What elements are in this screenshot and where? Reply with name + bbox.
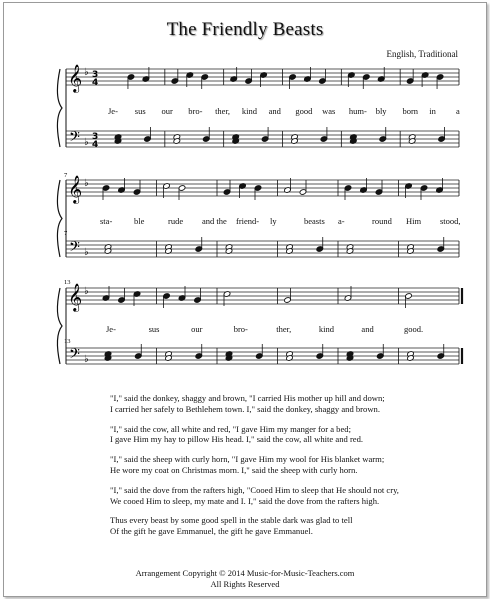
lyric-syllable: beasts: [304, 216, 325, 226]
verse: [110, 515, 399, 537]
time-signature-top: 3: [92, 70, 99, 80]
verse: [110, 393, 399, 415]
treble-clef: 𝄞: [68, 64, 83, 92]
lyric-syllable: kind: [318, 324, 334, 334]
verse: [110, 485, 399, 507]
verse-line: "I," said the cow, all white and red, "I gave Him my manger for a bed;: [110, 423, 351, 434]
key-flat: ♭: [84, 247, 89, 258]
verse-line: "I," said the donkey, shaggy and brown, "I carried His mother up hill and down;: [110, 393, 385, 403]
lyric-syllable: sus: [148, 324, 160, 334]
verse-line: I gave Him my hay to pillow His head. I," said the cow, all white and red.: [110, 434, 364, 445]
bass-clef: 𝄢: [69, 346, 80, 366]
lyrics-line-1: [4, 106, 486, 118]
lyric-syllable: bro-: [188, 106, 203, 116]
key-flat: ♭: [84, 286, 89, 297]
verse: [110, 454, 399, 476]
measure-number: 13: [64, 338, 71, 345]
lyric-syllable: friend-: [236, 216, 260, 226]
lyric-syllable: born: [402, 106, 419, 116]
key-flat: ♭: [84, 67, 89, 78]
lyric-syllable: ther,: [276, 324, 292, 334]
measure-number: 7: [64, 172, 68, 179]
treble-clef: 𝄞: [68, 175, 83, 203]
verse-line: "I," said the dove from the rafters high, "Cooed Him to sleep that He should not cry,: [110, 484, 399, 495]
copyright-line: Arrangement Copyright © 2014 Music-for-Music-Teachers.com: [135, 568, 355, 578]
sheet-music-page: [3, 2, 487, 597]
key-flat: ♭: [84, 354, 89, 365]
lyric-syllable: was: [322, 106, 336, 116]
measure-number: 13: [64, 279, 71, 286]
verse-line: Of the gift he gave Emmanuel, the gift he gave Emmanuel.: [110, 526, 313, 537]
verse: [110, 424, 399, 446]
verse-line: Thus every beast by some good spell in the stable dark was glad to tell: [110, 515, 353, 526]
lyric-syllable: kind: [241, 106, 257, 116]
verse-line: We cooed Him to sleep, my mate and I. I," said the dove from the rafters high.: [110, 495, 380, 506]
lyric-syllable: Je-: [108, 106, 118, 116]
lyric-syllable: our: [191, 324, 203, 334]
lyric-syllable: good: [295, 106, 313, 116]
lyric-syllable: sta-: [100, 216, 113, 226]
lyric-syllable: bro-: [233, 324, 248, 334]
lyric-syllable: good.: [404, 324, 424, 334]
lyric-syllable: and: [268, 106, 281, 116]
lyric-syllable: bly: [375, 106, 387, 116]
lyric-syllable: sus: [134, 106, 146, 116]
bass-clef: 𝄢: [69, 239, 80, 259]
song-title: The Friendly Beasts: [166, 19, 324, 40]
verse-line: He wore my coat on Christmas morn. I," said the sheep with curly horn.: [110, 464, 358, 475]
lyric-syllable: and: [361, 324, 374, 334]
lyric-syllable: a: [456, 106, 460, 116]
lyrics-line-2: [4, 216, 486, 228]
lyric-syllable: our: [161, 106, 173, 116]
lyric-syllable: ly: [270, 216, 277, 226]
lyric-syllable: hum-: [348, 106, 367, 116]
lyric-syllable: round: [372, 216, 392, 226]
lyric-syllable: and the: [202, 216, 227, 226]
time-signature-top: 3: [92, 132, 99, 142]
song-origin: English, Traditional: [386, 49, 458, 59]
verse-line: I carried her safely to Bethlehem town. I," said the donkey, shaggy and brown.: [110, 403, 380, 414]
treble-clef: 𝄞: [68, 283, 83, 311]
key-flat: ♭: [84, 178, 89, 189]
rights-line: All Rights Reserved: [210, 579, 280, 589]
time-signature-bottom: 4: [92, 140, 99, 150]
key-flat: ♭: [84, 137, 89, 148]
lyric-syllable: Je-: [106, 324, 116, 334]
time-signature-bottom: 4: [92, 78, 99, 88]
bass-clef: 𝄢: [69, 129, 80, 149]
lyric-syllable: Him: [406, 216, 422, 226]
copyright-footer: [4, 568, 486, 590]
lyric-syllable: rude: [168, 216, 184, 226]
lyrics-line-3: [4, 324, 486, 336]
lyric-syllable: ble: [134, 216, 145, 226]
lyric-syllable: stood,: [440, 216, 461, 226]
lyric-syllable: in: [429, 106, 436, 116]
measure-number: 7: [64, 230, 68, 237]
lyric-syllable: ther,: [215, 106, 231, 116]
lyric-syllable: a-: [338, 216, 345, 226]
verses-block: [110, 393, 399, 546]
verse-line: "I," said the sheep with curly horn, "I gave Him my wool for His blanket warm;: [110, 454, 385, 465]
